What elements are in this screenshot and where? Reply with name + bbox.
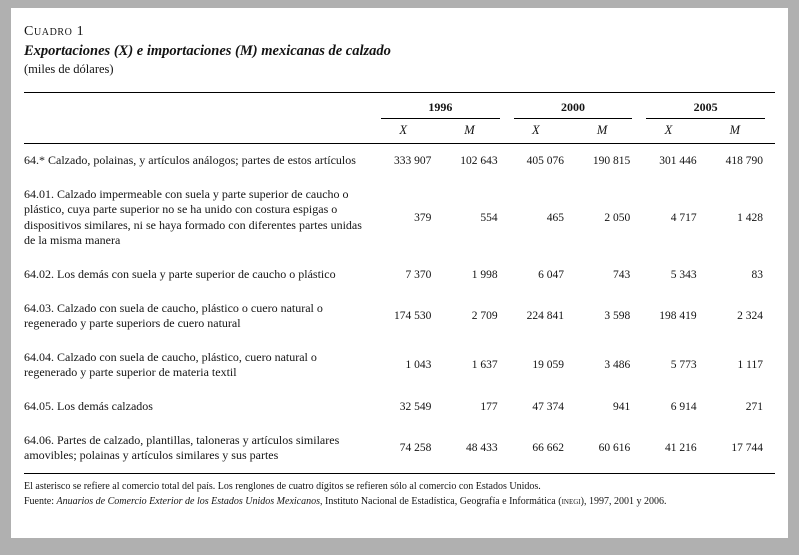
cell-value: 3 486 [604,359,631,372]
col-header-m-2000: M [576,119,642,144]
cell-value: 174 530 [393,310,432,323]
col-header-x-1996: X [377,119,443,144]
cell-value: 6 914 [670,400,697,413]
empty-corner-cell [24,119,377,144]
year-group-2000 [510,93,643,120]
cell-value: 2 324 [737,310,763,323]
cell-value: 7 370 [405,268,432,281]
cell-value: 19 059 [532,359,564,372]
cell-value: 1 043 [405,359,432,372]
cell-value: 6 047 [538,268,564,281]
year-label: 1996 [381,100,500,119]
cell-value: 3 598 [604,310,631,323]
cell-value: 32 549 [399,400,432,413]
col-header-x-2005: X [642,119,708,144]
cell-value: 47 374 [532,400,564,413]
cell-value: 5 773 [670,359,697,372]
table-row [24,178,775,258]
document-page [11,8,788,538]
table-row [24,144,775,178]
col-header-m-1996: M [443,119,509,144]
table-row [24,258,775,292]
empty-corner-cell [24,93,377,120]
cell-value: 2 709 [471,310,498,323]
cell-value: 224 841 [526,310,564,323]
table-row [24,424,775,474]
cell-value: 66 662 [532,442,564,455]
cell-value: 1 117 [737,359,763,372]
cell-value: 941 [613,400,631,413]
data-table [24,92,775,474]
cell-value: 48 433 [466,442,498,455]
row-label: 64.* Calzado, polainas, y artículos análogos; partes de estos artículos [24,153,356,167]
footnotes [24,479,775,509]
cell-value: 41 216 [664,442,697,455]
cell-value: 405 076 [526,154,564,167]
row-label: 64.06. Partes de calzado, plantillas, taloneras y artículos similares amovibles; polainas y artículos similares y sus partes [24,432,340,463]
year-label: 2000 [514,100,633,119]
cell-value: 190 815 [592,154,631,167]
cell-value: 379 [414,211,432,224]
row-label: 64.05. Los demás calzados [24,398,153,413]
cell-value: 1 428 [737,211,763,224]
source-institution: , Instituto Nacional de Estadística, Geografía e Informática ( [320,495,562,507]
cell-value: 418 790 [725,154,763,167]
subcolumn-header-row [24,119,775,144]
cell-value: 4 717 [670,211,697,224]
cell-value: 177 [480,400,498,413]
cell-value: 465 [546,211,564,224]
table-row [24,390,775,424]
row-label: 64.04. Calzado con suela de caucho, plástico, cuero natural o regenerado y parte superior de materia textil [24,349,317,380]
cell-value: 198 419 [659,310,697,323]
table-row [24,292,775,341]
row-label: 64.03. Calzado con suela de caucho, plástico o cuero natural o regenerado y parte superiors de cuero natural [24,300,323,331]
cell-value: 301 446 [659,154,697,167]
source-years: ), 1997, 2001 y 2006. [580,495,667,507]
cell-value: 554 [480,211,498,224]
cell-value: 83 [751,268,763,281]
cell-value: 743 [613,268,631,281]
row-label: 64.02. Los demás con suela y parte superior de caucho o plástico [24,266,336,281]
source-inegi-acronym: inegi [561,495,581,507]
table-title: Exportaciones (X) e importaciones (M) mexicanas de calzado [24,43,391,59]
year-header-row [24,93,775,120]
footnote-asterisk-note: El asterisco se refiere al comercio total del país. Los renglones de cuatro dígitos se refieren sólo al comercio con Estados Unidos. [24,480,541,492]
row-label: 64.01. Calzado impermeable con suela y parte superior de caucho o plástico, cuya parte superior no se ha unido con costura espigas o dispositivos similares, ni se haya formado con diferentes partes unidas de la misma manera [24,186,362,248]
cell-value: 74 258 [399,442,432,455]
year-label: 2005 [646,100,765,119]
cell-value: 333 907 [393,154,432,167]
unit-note: (miles de dólares) [24,62,114,76]
cell-value: 60 616 [598,442,631,455]
year-group-1996 [377,93,510,120]
col-header-m-2005: M [709,119,775,144]
col-header-x-2000: X [510,119,576,144]
cell-value: 5 343 [670,268,697,281]
cell-value: 271 [745,400,763,413]
source-prefix: Fuente: [24,495,57,507]
year-group-2005 [642,93,775,120]
table-number: Cuadro 1 [24,24,85,39]
table-row [24,341,775,390]
cell-value: 1 637 [471,359,498,372]
source-title: Anuarios de Comercio Exterior de los Estados Unidos Mexicanos [56,495,320,507]
cell-value: 2 050 [604,211,631,224]
cell-value: 1 998 [471,268,498,281]
cell-value: 17 744 [731,442,763,455]
cell-value: 102 643 [460,154,498,167]
footnote-source [24,494,775,509]
